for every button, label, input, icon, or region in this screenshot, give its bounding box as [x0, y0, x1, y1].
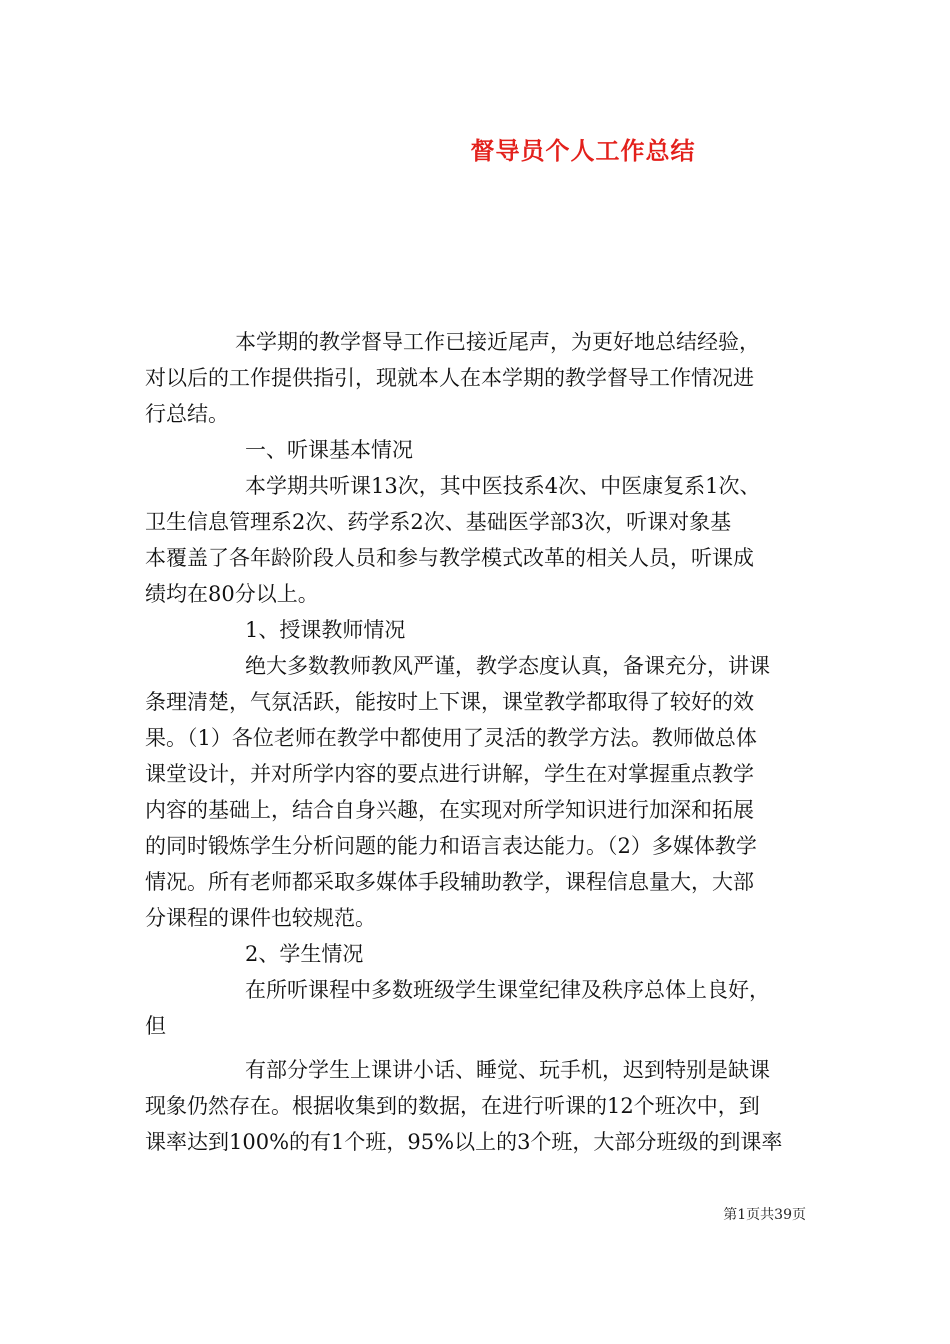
paragraph-line: 本覆盖了各年龄阶段人员和参与教学模式改革的相关人员，听课成 [145, 546, 754, 570]
section-heading: 一、听课基本情况 [245, 438, 413, 462]
paragraph-line: 内容的基础上，结合自身兴趣，在实现对所学知识进行加深和拓展 [145, 798, 754, 822]
paragraph-line: 现象仍然存在。根据收集到的数据，在进行听课的12个班次中，到 [145, 1094, 760, 1118]
paragraph-line: 课率达到100%的有1个班，95%以上的3个班，大部分班级的到课率 [145, 1130, 783, 1154]
paragraph-line: 分课程的课件也较规范。 [145, 906, 376, 930]
paragraph-line: 的同时锻炼学生分析问题的能力和语言表达能力。（2）多媒体教学 [145, 834, 757, 858]
paragraph-line: 本学期的教学督导工作已接近尾声，为更好地总结经验， [235, 330, 760, 354]
paragraph-line: 绝大多数教师教风严谨，教学态度认真，备课充分，讲课 [245, 654, 770, 678]
subsection-heading: 2、学生情况 [245, 942, 364, 966]
paragraph-line: 但 [145, 1014, 166, 1038]
paragraph-line: 绩均在80分以上。 [145, 582, 319, 606]
subsection-heading: 1、授课教师情况 [245, 618, 406, 642]
paragraph-line: 果。（1）各位老师在教学中都使用了灵活的教学方法。教师做总体 [145, 726, 757, 750]
paragraph-line: 有部分学生上课讲小话、睡觉、玩手机，迟到特别是缺课 [245, 1058, 770, 1082]
paragraph-line: 行总结。 [145, 402, 229, 426]
paragraph-line: 对以后的工作提供指引，现就本人在本学期的教学督导工作情况进 [145, 366, 754, 390]
paragraph-line: 本学期共听课13次，其中医技系4次、中医康复系1次、 [245, 474, 761, 498]
document-body [145, 324, 810, 1160]
paragraph-gap [145, 1044, 810, 1052]
paragraph-line: 情况。所有老师都采取多媒体手段辅助教学，课程信息量大，大部 [145, 870, 754, 894]
paragraph-line: 课堂设计，并对所学内容的要点进行讲解，学生在对掌握重点教学 [145, 762, 754, 786]
paragraph-line: 条理清楚，气氛活跃，能按时上下课，课堂教学都取得了较好的效 [145, 690, 754, 714]
paragraph-line: 卫生信息管理系2次、药学系2次、基础医学部3次，听课对象基 [145, 510, 732, 534]
page-number-footer: 第1页共39页 [723, 1207, 806, 1223]
document-title: 督导员个人工作总结 [470, 137, 696, 165]
paragraph-line: 在所听课程中多数班级学生课堂纪律及秩序总体上良好， [245, 978, 770, 1002]
